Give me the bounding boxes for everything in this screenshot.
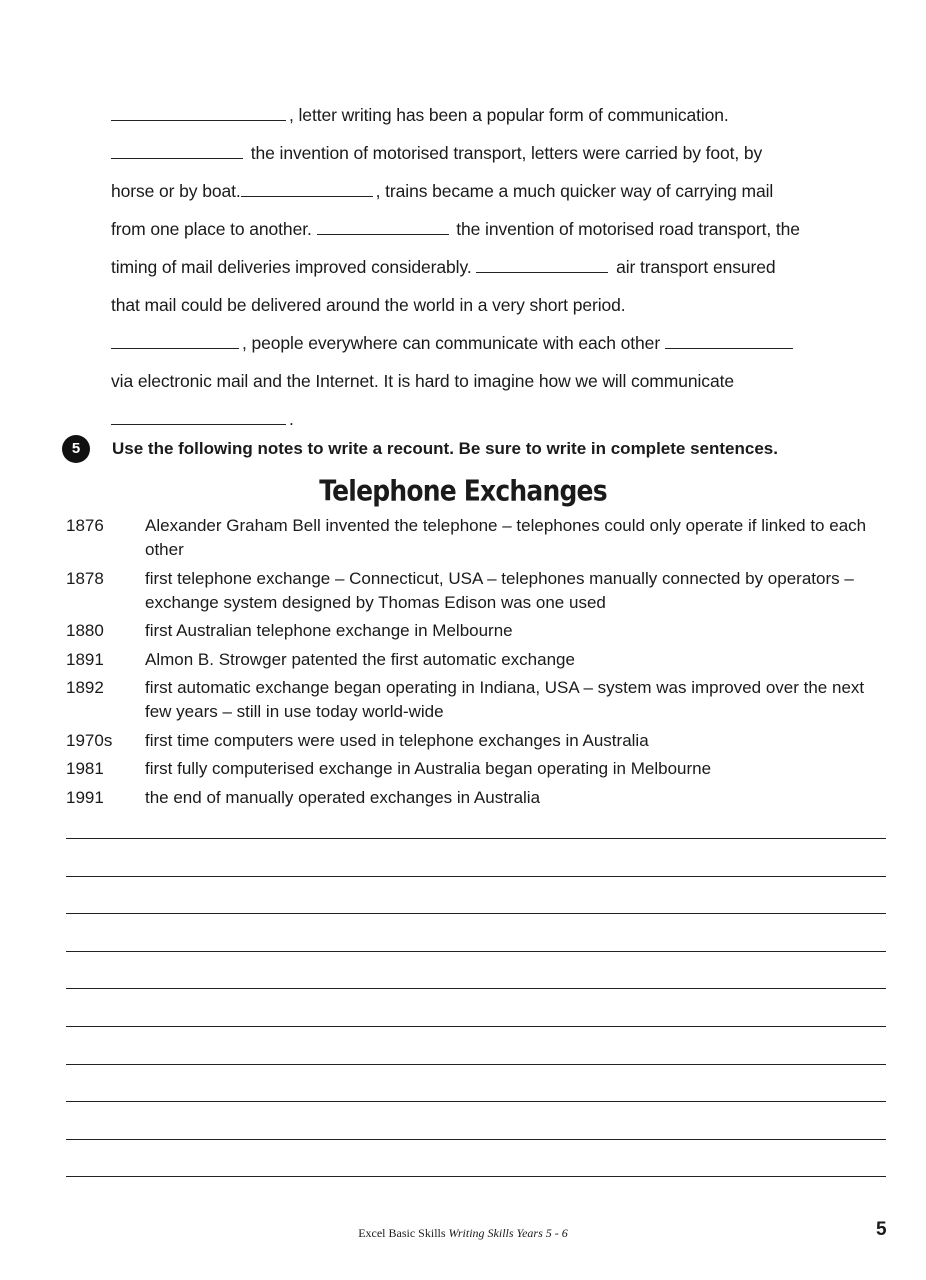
cloze-line: . [111, 400, 891, 438]
writing-line[interactable] [66, 1064, 886, 1065]
cloze-passage [111, 96, 891, 438]
answer-blank[interactable] [111, 102, 286, 121]
timeline-note [66, 567, 876, 615]
cloze-line: timing of mail deliveries improved considerably. air transport ensured [111, 248, 891, 286]
note-text: first fully computerised exchange in Australia began operating in Melbourne [145, 759, 712, 778]
timeline-note [66, 648, 876, 672]
note-text: the end of manually operated exchanges in Australia [145, 787, 541, 807]
cloze-line: from one place to another. the invention of motorised road transport, the [111, 210, 891, 248]
writing-line[interactable] [66, 838, 886, 839]
note-year: 1878 [66, 568, 104, 588]
writing-line[interactable] [66, 1139, 886, 1140]
footer-publisher: Excel Basic Skills [358, 1226, 449, 1240]
note-year: 1981 [66, 759, 104, 778]
writing-line[interactable] [66, 876, 886, 877]
note-year: 1892 [66, 678, 104, 697]
writing-line[interactable] [66, 951, 886, 952]
writing-area[interactable] [66, 838, 886, 1214]
timeline-note [66, 619, 876, 643]
answer-blank[interactable] [111, 406, 286, 425]
answer-blank[interactable] [241, 178, 373, 197]
question-5 [62, 435, 892, 465]
note-text: first telephone exchange – Connecticut, USA – telephones manually connected by operators – exchange system designed by Thomas Edison was one used [145, 568, 854, 612]
note-year: 1970s [66, 730, 113, 750]
writing-line[interactable] [66, 913, 886, 914]
note-year: 1880 [66, 621, 104, 640]
writing-line[interactable] [66, 1176, 886, 1177]
answer-blank[interactable] [111, 330, 239, 349]
footer [0, 1226, 926, 1241]
question-instruction: Use the following notes to write a recount. Be sure to write in complete sentences. [112, 439, 778, 458]
section-title: Telephone Exchanges [319, 473, 607, 508]
timeline-note [66, 757, 876, 781]
note-year: 1991 [66, 787, 104, 807]
note-year: 1876 [66, 516, 104, 535]
timeline-note [66, 514, 876, 562]
answer-blank[interactable] [476, 254, 608, 273]
cloze-line: horse or by boat. , trains became a much quicker way of carrying mail [111, 172, 891, 210]
timeline-note [66, 786, 876, 810]
note-text: first Australian telephone exchange in Melbourne [145, 621, 513, 640]
question-number-badge: 5 [62, 435, 90, 463]
note-year: 1891 [66, 649, 104, 669]
timeline-notes [66, 514, 876, 814]
writing-line[interactable] [66, 988, 886, 989]
cloze-line: via electronic mail and the Internet. It is hard to imagine how we will communicate [111, 371, 734, 391]
footer-book-title: Writing Skills Years 5 - 6 [448, 1226, 568, 1240]
answer-blank[interactable] [317, 216, 449, 235]
answer-blank[interactable] [111, 140, 243, 159]
writing-line[interactable] [66, 1026, 886, 1027]
note-text: first time computers were used in telephone exchanges in Australia [145, 730, 649, 750]
cloze-line: , letter writing has been a popular form of communication. [111, 96, 891, 134]
answer-blank[interactable] [665, 330, 793, 349]
cloze-line: that mail could be delivered around the world in a very short period. [111, 295, 626, 315]
cloze-line: , people everywhere can communicate with each other [111, 324, 891, 362]
timeline-note [66, 676, 876, 724]
page-number: 5 [876, 1219, 887, 1240]
writing-line[interactable] [66, 1101, 886, 1102]
cloze-line: the invention of motorised transport, letters were carried by foot, by [111, 134, 891, 172]
note-text: first automatic exchange began operating in Indiana, USA – system was improved over the next few years – still in use today world-wide [145, 678, 865, 721]
note-text: Alexander Graham Bell invented the telephone – telephones could only operate if linked to each other [145, 516, 867, 559]
timeline-note [66, 729, 876, 753]
note-text: Almon B. Strowger patented the first automatic exchange [145, 649, 575, 669]
